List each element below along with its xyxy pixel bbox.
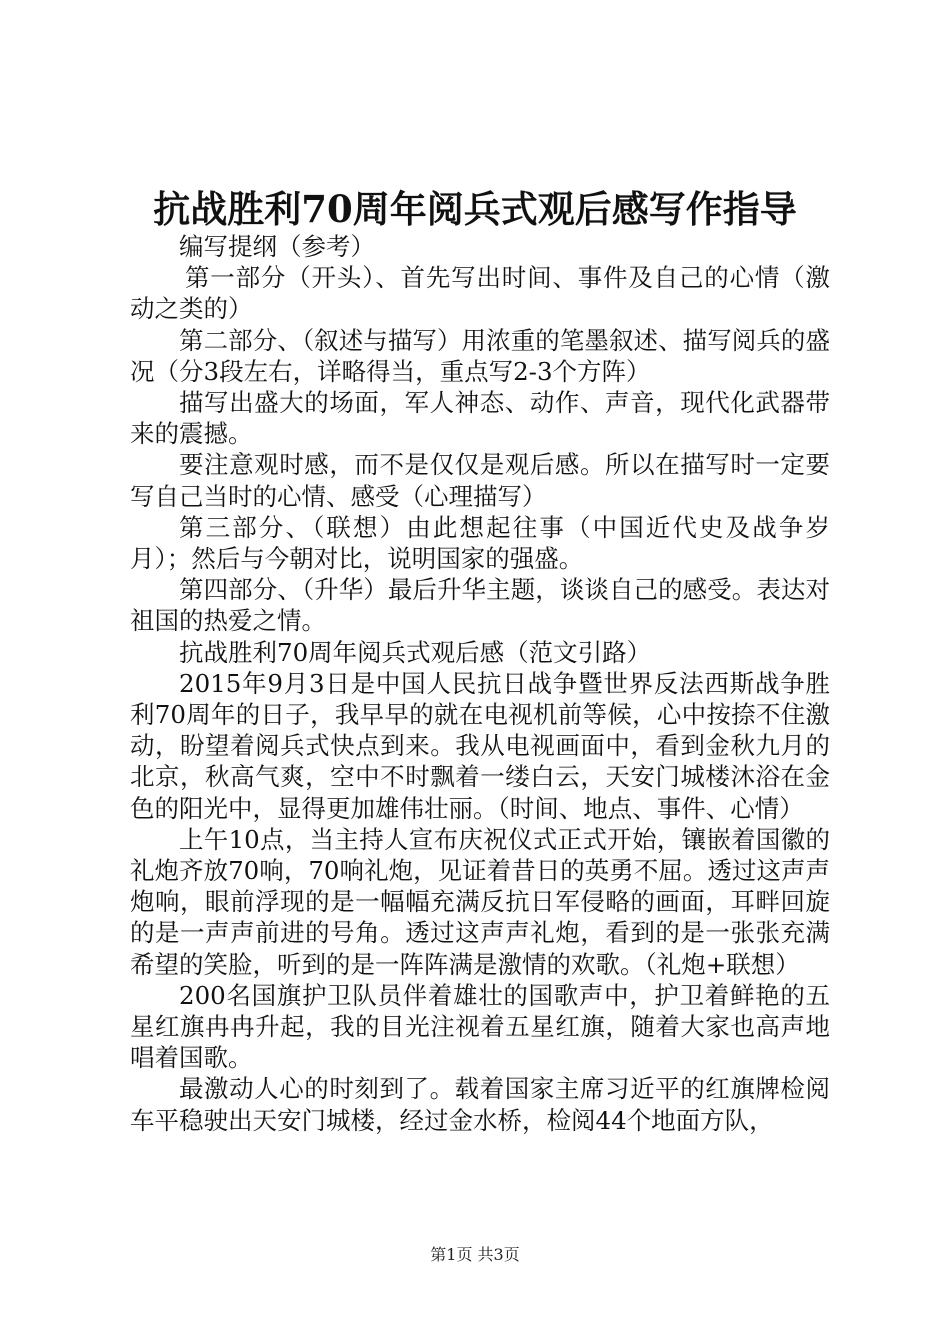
outline-heading: 编写提纲（参考） [179, 232, 375, 261]
document-body [130, 231, 830, 1136]
outline-part-four: 第四部分、（升华）最后升华主题，谈谈自己的感受。表达对祖国的热爱之情。 [130, 575, 830, 636]
sample-essay-heading: 抗战胜利70周年阅兵式观后感（范文引路） [179, 637, 652, 667]
essay-paragraph: 最激动人心的时刻到了。载着国家主席习近平的红旗牌检阅车平稳驶出天安门城楼，经过金水桥，检阅44个地面方队， [130, 1074, 830, 1135]
page-number-footer: 第1页 共3页 [430, 1245, 520, 1264]
outline-feeling-note: 要注意观时感，而不是仅仅是观后感。所以在描写时一定要写自己当时的心情、感受（心理描写） [130, 450, 830, 511]
essay-paragraph: 上午10点，当主持人宣布庆祝仪式正式开始，镶嵌着国徽的礼炮齐放70响，70响礼炮，见证着昔日的英勇不屈。透过这声声炮响，眼前浮现的是一幅幅充满反抗日军侵略的画面，耳畔回旋的是一声声前进的号角。透过这声声礼炮，看到的是一张张充满希望的笑脸，听到的是一阵阵满是激情的欢歌。（礼炮+联想） [130, 824, 830, 979]
essay-paragraph: 2015年9月3日是中国人民抗日战争暨世界反法西斯战争胜利70周年的日子，我早早的就在电视机前等候，心中按捺不住激动，盼望着阅兵式快点到来。我从电视画面中，看到金秋九月的北京，秋高气爽，空中不时飘着一缕白云，天安门城楼沐浴在金色的阳光中，显得更加雄伟壮丽。（时间、地点、事件、心情） [130, 668, 830, 823]
outline-description-note: 描写出盛大的场面，军人神态、动作、声音，现代化武器带来的震撼。 [130, 388, 830, 449]
document-title: 抗战胜利70周年阅兵式观后感写作指导 [153, 187, 797, 231]
outline-part-two: 第二部分、（叙述与描写）用浓重的笔墨叙述、描写阅兵的盛况（分3段左右，详略得当，重点写2-3个方阵） [130, 325, 830, 386]
essay-paragraph: 200名国旗护卫队员伴着雄壮的国歌声中，护卫着鲜艳的五星红旗冉冉升起，我的目光注视着五星红旗，随着大家也高声地唱着国歌。 [130, 980, 830, 1073]
outline-part-three: 第三部分、（联想）由此想起往事（中国近代史及战争岁月）；然后与今朝对比，说明国家的强盛。 [130, 512, 830, 574]
outline-part-one: 第一部分（开头）、首先写出时间、事件及自己的心情（激动之类的） [130, 263, 830, 324]
